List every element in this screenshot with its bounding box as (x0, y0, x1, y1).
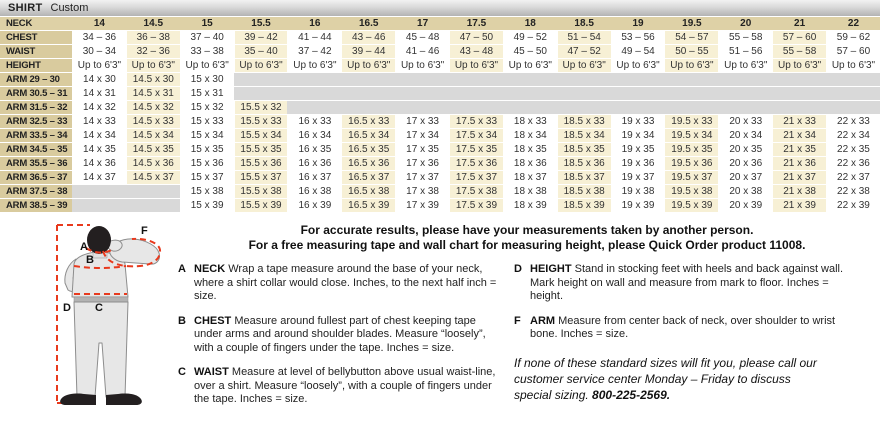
size-cell: 51 – 54 (557, 31, 611, 44)
size-cell: 14.5 x 37 (126, 171, 180, 184)
size-cell: 19 x 33 (611, 115, 665, 128)
size-cell: 17.5 x 35 (449, 143, 503, 156)
size-cell: 32 – 36 (126, 45, 180, 58)
size-cell: Up to 6'3" (664, 59, 718, 72)
size-cell: 17 x 38 (395, 185, 449, 198)
instruction-letter: C (178, 366, 186, 378)
size-cell: 22 x 34 (826, 129, 880, 142)
instruction-arm (514, 315, 860, 342)
size-cell: 45 – 50 (503, 45, 557, 58)
size-cell: 47 – 50 (449, 31, 503, 44)
size-cell: 15.5 x 35 (234, 143, 288, 156)
size-cell (718, 73, 772, 86)
right-shoe (106, 393, 142, 405)
size-cell (503, 87, 557, 100)
row-label: ARM 29 – 30 (0, 73, 72, 86)
size-cell: 18 x 37 (503, 171, 557, 184)
size-cell: 49 – 52 (503, 31, 557, 44)
size-cell: 20 x 37 (718, 171, 772, 184)
size-cell: 17 x 39 (395, 199, 449, 212)
size-cell: 55 – 58 (718, 31, 772, 44)
size-cell: 34 – 36 (72, 31, 126, 44)
intro-text (178, 223, 876, 253)
size-cell: 15 x 34 (180, 129, 234, 142)
size-cell: 21 x 33 (772, 115, 826, 128)
row-label: ARM 32.5 – 33 (0, 115, 72, 128)
size-cell: 19 (611, 17, 665, 30)
size-cell: 20 x 36 (718, 157, 772, 170)
size-cell: 22 x 37 (826, 171, 880, 184)
size-cell: 14.5 x 31 (126, 87, 180, 100)
size-cell: 15 x 31 (180, 87, 234, 100)
special-sizing-note (514, 355, 860, 403)
size-cell: 30 – 34 (72, 45, 126, 58)
size-cell: 14 x 33 (72, 115, 126, 128)
size-cell (72, 185, 126, 198)
size-cell: 19 x 34 (611, 129, 665, 142)
size-cell: 14 x 31 (72, 87, 126, 100)
row-label: ARM 30.5 – 31 (0, 87, 72, 100)
table-row (0, 73, 880, 87)
size-cell (664, 101, 718, 114)
size-cell: 19 x 37 (611, 171, 665, 184)
size-cell: 18.5 x 33 (557, 115, 611, 128)
size-cell (341, 101, 395, 114)
size-cell: 15 x 39 (180, 199, 234, 212)
size-cell: 22 x 35 (826, 143, 880, 156)
size-cell (72, 199, 126, 212)
size-cell: 17.5 x 34 (449, 129, 503, 142)
chart-title: SHIRT (8, 2, 43, 14)
size-cell: 16 x 36 (287, 157, 341, 170)
size-cell: 15 x 33 (180, 115, 234, 128)
size-cell: 21 x 36 (772, 157, 826, 170)
size-cell: 15.5 x 32 (234, 101, 288, 114)
size-cell: 17.5 x 39 (449, 199, 503, 212)
size-cell: 19.5 x 33 (664, 115, 718, 128)
note-text: If none of these standard sizes will fit you, please call our customer service center Monday – Friday to discuss special sizing. (514, 355, 817, 402)
size-cell: 20 x 39 (718, 199, 772, 212)
size-cell: 16 x 34 (287, 129, 341, 142)
instruction-waist (178, 366, 500, 407)
row-label: ARM 34.5 – 35 (0, 143, 72, 156)
size-cell (611, 101, 665, 114)
size-cell: 35 – 40 (234, 45, 288, 58)
size-cell: 16 x 38 (287, 185, 341, 198)
size-cell: Up to 6'3" (287, 59, 341, 72)
size-cell: 15 (180, 17, 234, 30)
instruction-letter: D (514, 263, 522, 275)
size-cell: 17 x 36 (395, 157, 449, 170)
size-cell: 14.5 x 32 (126, 101, 180, 114)
size-cell: 16 x 35 (287, 143, 341, 156)
size-cell: 20 x 35 (718, 143, 772, 156)
instruction-letter: F (514, 314, 521, 327)
size-cell: 20 (718, 17, 772, 30)
size-cell: 14 x 36 (72, 157, 126, 170)
size-cell: 45 – 48 (395, 31, 449, 44)
table-row (0, 59, 880, 73)
size-cell: Up to 6'3" (126, 59, 180, 72)
size-cell: 19 x 36 (611, 157, 665, 170)
size-cell: 16.5 x 37 (341, 171, 395, 184)
size-cell: 33 – 38 (180, 45, 234, 58)
size-cell: 39 – 42 (234, 31, 288, 44)
size-cell: 18 x 38 (503, 185, 557, 198)
size-cell: 57 – 60 (826, 45, 880, 58)
size-cell: 16 x 33 (287, 115, 341, 128)
size-cell: 18 x 36 (503, 157, 557, 170)
size-cell: 22 (826, 17, 880, 30)
size-cell: 19.5 x 34 (664, 129, 718, 142)
instruction-keyword: ARM (530, 314, 556, 327)
instruction-text: Measure from center back of neck, over shoulder to wrist bone. Inches = size. (530, 314, 836, 340)
instruction-letter: A (178, 263, 186, 275)
instruction-text: Measure around fullest part of chest keeping tape under arms and around shoulder blades. Measure “loosely”, with a couple of fingers under the tape. Inches = size. (194, 314, 486, 354)
size-cell (234, 87, 288, 100)
size-cell (126, 185, 180, 198)
size-cell: 21 (772, 17, 826, 30)
size-cell (611, 73, 665, 86)
size-cell: 16.5 (341, 17, 395, 30)
size-cell: 20 x 34 (718, 129, 772, 142)
size-cell: 20 x 38 (718, 185, 772, 198)
figure-label-chest: B (86, 254, 94, 266)
size-cell: 14.5 x 34 (126, 129, 180, 142)
size-cell: 16 x 39 (287, 199, 341, 212)
size-cell: 15.5 x 39 (234, 199, 288, 212)
size-cell: 17.5 x 38 (449, 185, 503, 198)
size-cell: 17.5 (449, 17, 503, 30)
size-cell: 18 x 33 (503, 115, 557, 128)
size-cell: 14.5 (126, 17, 180, 30)
table-row (0, 17, 880, 31)
size-cell: Up to 6'3" (718, 59, 772, 72)
size-cell: 18 x 34 (503, 129, 557, 142)
table-row (0, 31, 880, 45)
row-label: HEIGHT (0, 59, 72, 72)
size-cell: 21 x 37 (772, 171, 826, 184)
size-cell: 59 – 62 (826, 31, 880, 44)
person-silhouette (60, 226, 159, 405)
size-cell: Up to 6'3" (449, 59, 503, 72)
size-cell (772, 101, 826, 114)
row-label: WAIST (0, 45, 72, 58)
size-cell (449, 87, 503, 100)
left-shoe (60, 393, 96, 405)
chart-subtitle: Custom (50, 2, 89, 14)
size-cell: 22 x 38 (826, 185, 880, 198)
size-cell: Up to 6'3" (557, 59, 611, 72)
size-cell: Up to 6'3" (503, 59, 557, 72)
instruction-text: Measure at level of bellybutton above usual waist-line, over a shirt. Measure “loosely”, with a couple of fingers under the tape. Inches = size. (194, 366, 496, 405)
size-cell: 14 x 35 (72, 143, 126, 156)
size-cell: 21 x 35 (772, 143, 826, 156)
size-cell: 18 x 35 (503, 143, 557, 156)
size-cell: 15.5 x 33 (234, 115, 288, 128)
size-cell: 15 x 35 (180, 143, 234, 156)
size-cell: 15.5 (234, 17, 288, 30)
size-cell: 37 – 42 (287, 45, 341, 58)
table-row (0, 171, 880, 185)
row-label: ARM 33.5 – 34 (0, 129, 72, 142)
size-cell (449, 73, 503, 86)
size-cell: 16 (287, 17, 341, 30)
row-label: ARM 35.5 – 36 (0, 157, 72, 170)
intro-line-2: For a free measuring tape and wall chart for measuring height, please Quick Order product 11008. (248, 238, 806, 252)
size-cell: 43 – 46 (341, 31, 395, 44)
size-cell: 50 – 55 (664, 45, 718, 58)
size-cell: Up to 6'3" (234, 59, 288, 72)
size-cell (234, 73, 288, 86)
size-cell: 19 x 38 (611, 185, 665, 198)
size-cell: 16.5 x 34 (341, 129, 395, 142)
size-cell: 39 – 44 (341, 45, 395, 58)
size-cell: 18.5 x 34 (557, 129, 611, 142)
size-cell: 18 x 39 (503, 199, 557, 212)
row-label: ARM 31.5 – 32 (0, 101, 72, 114)
measurement-figure (0, 221, 175, 421)
size-cell: 14.5 x 33 (126, 115, 180, 128)
size-cell (557, 73, 611, 86)
row-label: ARM 38.5 – 39 (0, 199, 72, 212)
size-cell: 15 x 38 (180, 185, 234, 198)
instruction-text: Wrap a tape measure around the base of your neck, where a shirt collar would close. Inches, to the next half inch = size. (194, 263, 497, 302)
size-cell: 14 x 37 (72, 171, 126, 184)
size-cell: 16 x 37 (287, 171, 341, 184)
size-cell: 17.5 x 36 (449, 157, 503, 170)
intro-line-1: For accurate results, please have your measurements taken by another person. (300, 223, 754, 237)
chart-title-bar (0, 0, 880, 17)
size-cell (557, 87, 611, 100)
size-cell: 21 x 34 (772, 129, 826, 142)
size-cell (395, 87, 449, 100)
size-cell: 19.5 x 36 (664, 157, 718, 170)
table-row (0, 45, 880, 59)
size-cell (718, 101, 772, 114)
size-cell: 55 – 58 (772, 45, 826, 58)
size-cell: 51 – 56 (718, 45, 772, 58)
size-cell (503, 101, 557, 114)
size-cell: 14 x 30 (72, 73, 126, 86)
size-cell: 17 x 37 (395, 171, 449, 184)
row-label: NECK (0, 17, 72, 30)
table-row (0, 129, 880, 143)
size-cell: 15.5 x 36 (234, 157, 288, 170)
size-cell: Up to 6'3" (180, 59, 234, 72)
size-cell (664, 73, 718, 86)
row-label: ARM 36.5 – 37 (0, 171, 72, 184)
size-cell (126, 199, 180, 212)
size-cell: 15.5 x 37 (234, 171, 288, 184)
size-cell (718, 87, 772, 100)
size-cell: 19.5 x 39 (664, 199, 718, 212)
size-cell: 17 x 34 (395, 129, 449, 142)
size-table (0, 17, 880, 213)
size-cell: 49 – 54 (611, 45, 665, 58)
size-cell: 57 – 60 (772, 31, 826, 44)
size-cell: 15 x 30 (180, 73, 234, 86)
size-cell (341, 87, 395, 100)
table-row (0, 87, 880, 101)
size-cell: 20 x 33 (718, 115, 772, 128)
table-row (0, 199, 880, 213)
size-cell: 47 – 52 (557, 45, 611, 58)
size-cell (449, 101, 503, 114)
instruction-keyword: NECK (194, 263, 226, 275)
size-cell: Up to 6'3" (826, 59, 880, 72)
size-cell: 16.5 x 39 (341, 199, 395, 212)
size-cell: 18.5 (557, 17, 611, 30)
instructions-column-right (514, 263, 876, 418)
size-cell (772, 87, 826, 100)
size-cell: 14 x 34 (72, 129, 126, 142)
size-cell (826, 87, 880, 100)
size-cell: 22 x 33 (826, 115, 880, 128)
instruction-text: Stand in stocking feet with heels and back against wall. Mark height on wall and measure from mark to floor. Inches = height. (530, 263, 844, 302)
size-cell: 37 – 40 (180, 31, 234, 44)
figure-container (0, 221, 178, 426)
size-cell: 19.5 (664, 17, 718, 30)
size-cell: 16.5 x 33 (341, 115, 395, 128)
size-cell: 17.5 x 37 (449, 171, 503, 184)
size-cell: 53 – 56 (611, 31, 665, 44)
size-cell: 17 x 35 (395, 143, 449, 156)
instruction-height (514, 263, 860, 304)
size-cell: 18 (503, 17, 557, 30)
instruction-letter: B (178, 314, 186, 327)
size-cell: Up to 6'3" (772, 59, 826, 72)
size-cell: Up to 6'3" (72, 59, 126, 72)
table-row (0, 157, 880, 171)
instruction-chest (178, 315, 500, 356)
row-label: ARM 37.5 – 38 (0, 185, 72, 198)
size-cell: 14.5 x 35 (126, 143, 180, 156)
size-cell: 17.5 x 33 (449, 115, 503, 128)
size-cell: 22 x 39 (826, 199, 880, 212)
phone-number: 800-225-2569. (592, 387, 671, 402)
size-cell: 18.5 x 35 (557, 143, 611, 156)
instructions-column-left (178, 263, 500, 418)
size-cell: 15 x 37 (180, 171, 234, 184)
size-cell: 41 – 46 (395, 45, 449, 58)
size-cell: 17 x 33 (395, 115, 449, 128)
size-cell: 16.5 x 36 (341, 157, 395, 170)
size-cell: 15 x 32 (180, 101, 234, 114)
size-cell: 14 (72, 17, 126, 30)
instructions-content (178, 221, 880, 426)
size-cell: 54 – 57 (664, 31, 718, 44)
size-cell: 21 x 38 (772, 185, 826, 198)
row-label: CHEST (0, 31, 72, 44)
size-cell (287, 73, 341, 86)
size-cell (826, 101, 880, 114)
size-cell (395, 101, 449, 114)
size-cell: 19.5 x 38 (664, 185, 718, 198)
size-cell: 16.5 x 38 (341, 185, 395, 198)
size-cell (287, 101, 341, 114)
size-cell (664, 87, 718, 100)
size-cell (395, 73, 449, 86)
table-row (0, 143, 880, 157)
size-cell: 43 – 48 (449, 45, 503, 58)
figure-label-height: D (63, 302, 71, 314)
size-cell: 18.5 x 37 (557, 171, 611, 184)
size-cell (772, 73, 826, 86)
size-cell: 14.5 x 36 (126, 157, 180, 170)
size-cell: 19 x 35 (611, 143, 665, 156)
instruction-neck (178, 263, 500, 304)
size-cell: 41 – 44 (287, 31, 341, 44)
size-cell: Up to 6'3" (341, 59, 395, 72)
size-cell (503, 73, 557, 86)
size-cell (341, 73, 395, 86)
size-cell: 19 x 39 (611, 199, 665, 212)
size-cell: 18.5 x 38 (557, 185, 611, 198)
size-cell: 16.5 x 35 (341, 143, 395, 156)
table-row (0, 185, 880, 199)
figure-label-neck: A (80, 241, 88, 253)
size-cell: 19.5 x 35 (664, 143, 718, 156)
instruction-keyword: WAIST (194, 366, 229, 378)
size-cell (611, 87, 665, 100)
table-row (0, 115, 880, 129)
figure-label-waist: C (95, 302, 103, 314)
size-cell: 36 – 38 (126, 31, 180, 44)
size-cell: 15.5 x 34 (234, 129, 288, 142)
size-cell: 19.5 x 37 (664, 171, 718, 184)
instruction-keyword: HEIGHT (530, 263, 572, 275)
size-cell: 14 x 32 (72, 101, 126, 114)
size-cell (557, 101, 611, 114)
measuring-instructions-section (0, 221, 880, 426)
size-cell: 15.5 x 38 (234, 185, 288, 198)
table-row (0, 101, 880, 115)
figure-label-arm: F (141, 225, 148, 237)
size-cell: 15 x 36 (180, 157, 234, 170)
size-cell: 14.5 x 30 (126, 73, 180, 86)
instruction-keyword: CHEST (194, 314, 232, 327)
size-cell: Up to 6'3" (395, 59, 449, 72)
size-cell: Up to 6'3" (611, 59, 665, 72)
size-cell (287, 87, 341, 100)
size-cell (826, 73, 880, 86)
size-cell: 18.5 x 39 (557, 199, 611, 212)
size-cell: 18.5 x 36 (557, 157, 611, 170)
size-cell: 17 (395, 17, 449, 30)
size-cell: 21 x 39 (772, 199, 826, 212)
size-cell: 22 x 36 (826, 157, 880, 170)
